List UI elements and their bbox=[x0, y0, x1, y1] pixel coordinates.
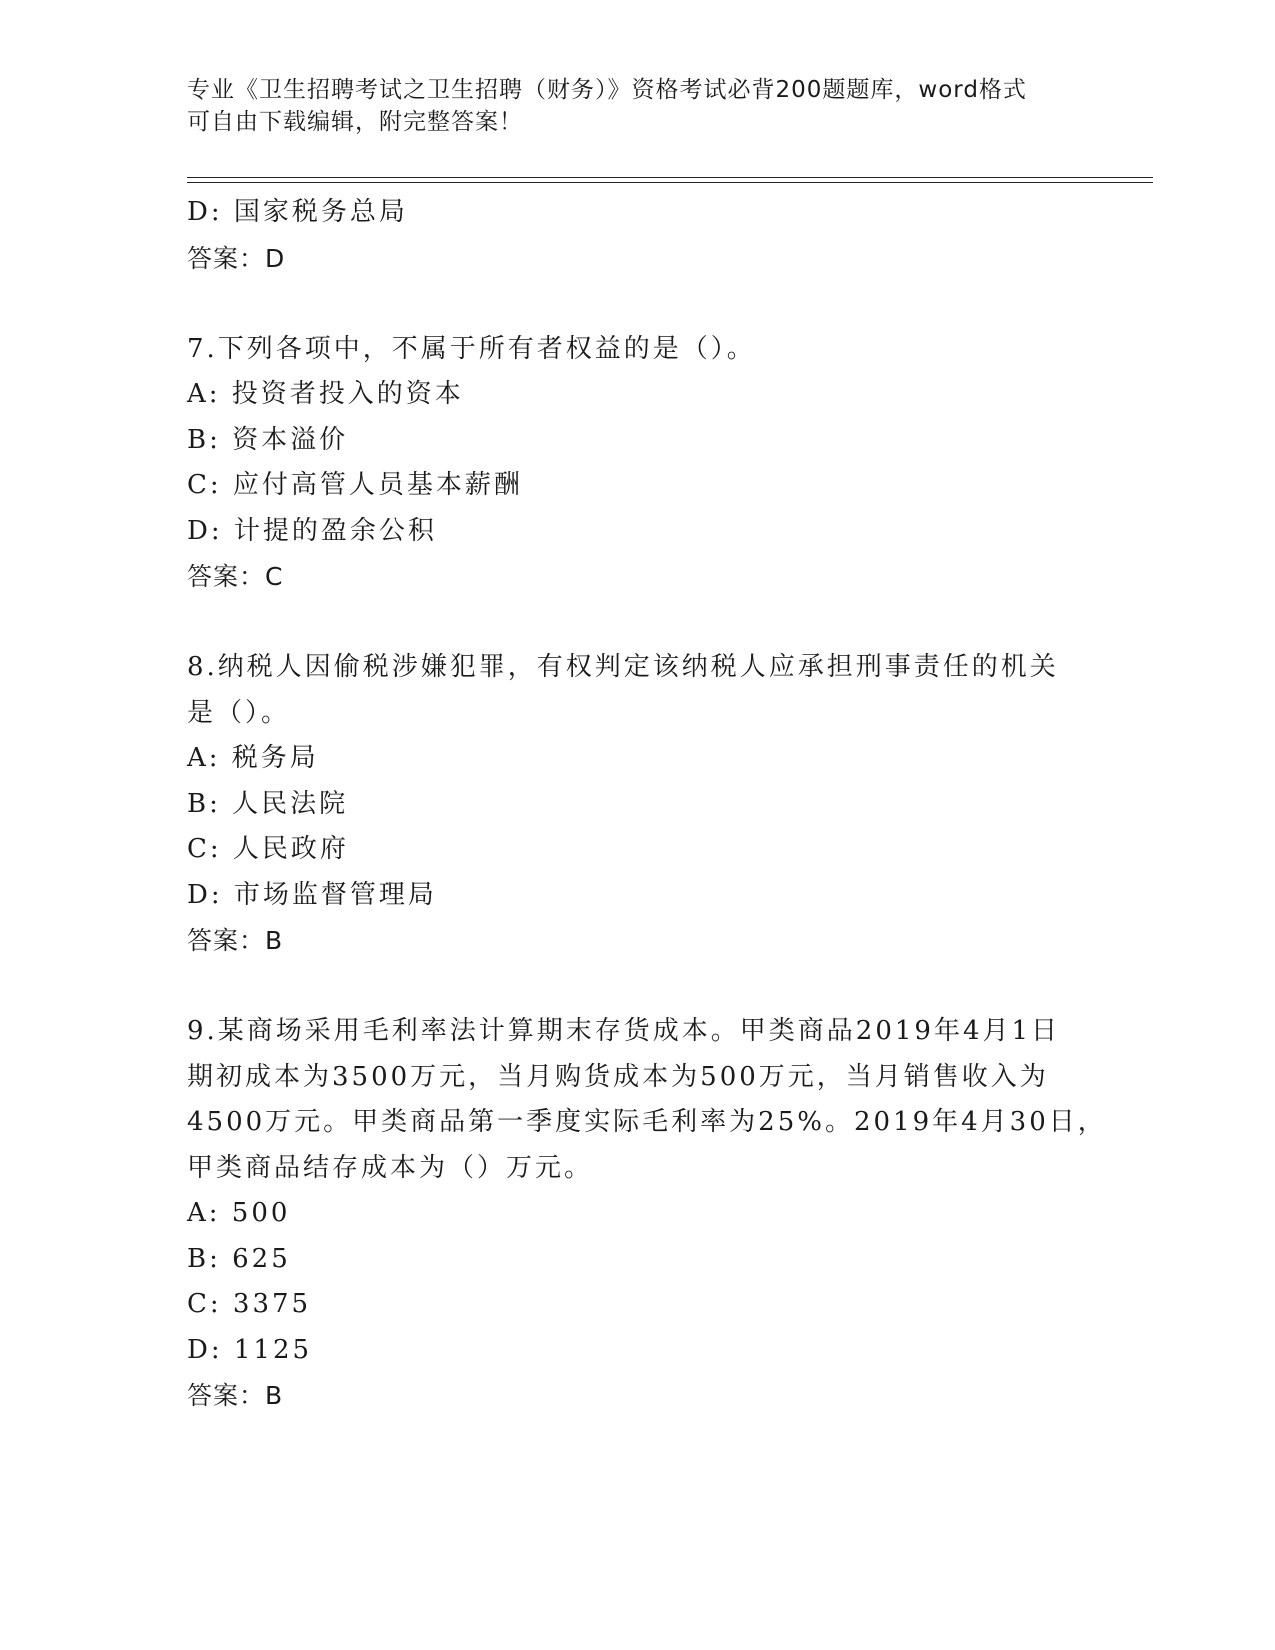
option-a: A: 税务局 bbox=[187, 743, 319, 773]
question-stem-cont: 期初成本为3500万元，当月购货成本为500万元，当月销售收入为 bbox=[187, 1061, 1049, 1092]
option-d: D: 市场监督管理局 bbox=[187, 879, 437, 910]
question-7 bbox=[187, 327, 1087, 600]
spacer bbox=[187, 964, 1087, 1010]
option-a: A: 投资者投入的资本 bbox=[187, 379, 464, 409]
option-c: C: 3375 bbox=[187, 1289, 312, 1319]
question-stem-cont: 甲类商品结存成本为（）万元。 bbox=[187, 1152, 594, 1183]
answer-line: 答案：B bbox=[187, 926, 284, 955]
option-a: A: 500 bbox=[187, 1198, 291, 1228]
option-d: D: 国家税务总局 bbox=[187, 197, 408, 227]
question-list bbox=[187, 190, 1107, 1419]
question-8 bbox=[187, 645, 1087, 964]
option-b: B: 人民法院 bbox=[187, 788, 349, 819]
option-b: B: 资本溢价 bbox=[187, 424, 349, 455]
spacer bbox=[187, 600, 1087, 646]
document-header bbox=[187, 74, 1067, 138]
option-b: B: 625 bbox=[187, 1243, 291, 1274]
option-c: C: 人民政府 bbox=[187, 834, 349, 864]
answer-line: 答案：D bbox=[187, 243, 286, 273]
answer-line: 答案：B bbox=[187, 1381, 284, 1410]
header-line-1: 专业《卫生招聘考试之卫生招聘（财务）》资格考试必背200题题库，word格式 bbox=[187, 77, 1027, 103]
question-stem: 8.纳税人因偷税涉嫌犯罪，有权判定该纳税人应承担刑事责任的机关 bbox=[187, 652, 1059, 682]
question-stem-cont: 4500万元。甲类商品第一季度实际毛利率为25%。2019年4月30日， bbox=[187, 1107, 1107, 1137]
question-stem: 7.下列各项中，不属于所有者权益的是（）。 bbox=[187, 333, 756, 364]
question-stem: 9.某商场采用毛利率法计算期末存货成本。甲类商品2019年4月1日 bbox=[187, 1016, 1061, 1046]
option-c: C: 应付高管人员基本薪酬 bbox=[187, 470, 523, 500]
header-rule-top bbox=[187, 177, 1153, 178]
header-line-2: 可自由下载编辑，附完整答案！ bbox=[187, 109, 523, 135]
option-d: D: 1125 bbox=[187, 1334, 313, 1365]
header-rule-bottom bbox=[187, 182, 1153, 183]
option-d: D: 计提的盈余公积 bbox=[187, 515, 437, 546]
question-9 bbox=[187, 1009, 1107, 1419]
partial-question bbox=[187, 190, 1087, 281]
question-stem-cont: 是（）。 bbox=[187, 697, 291, 728]
answer-line: 答案：C bbox=[187, 562, 284, 591]
spacer bbox=[187, 281, 1087, 327]
